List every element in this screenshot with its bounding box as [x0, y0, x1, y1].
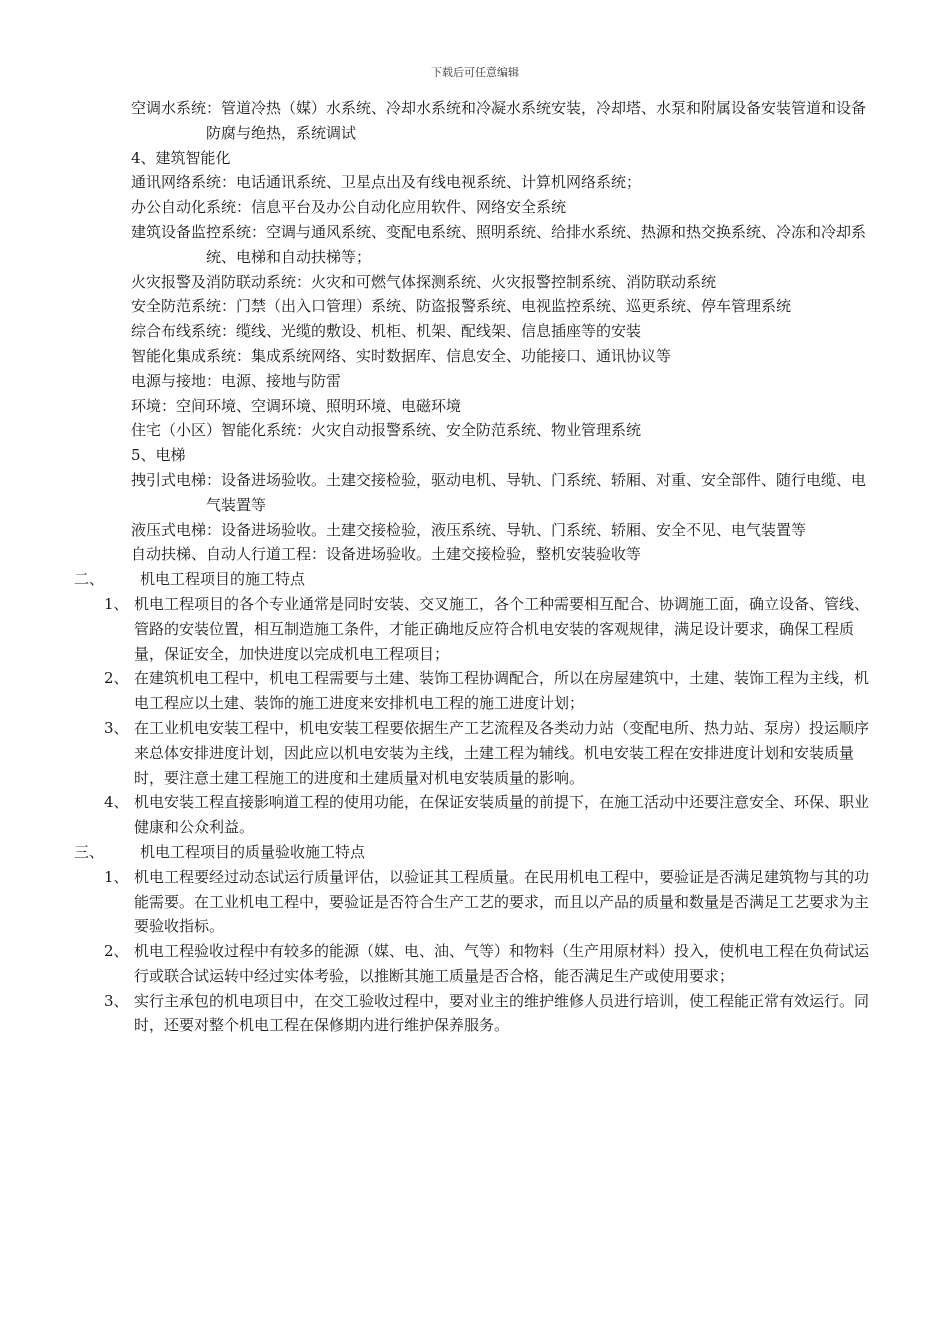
item-text: 机电工程项目的各个专业通常是同时安装、交叉施工，各个工种需要相互配合、协调施工面，确立设备、管线、管路的安装位置，相互制造施工条件，才能正确地反应符合机电安装的客观规律，满足设计要求，确保工程质量，保证安全，加快进度以完成机电工程项目； [134, 594, 870, 663]
item-text: 实行主承包的机电项目中，在交工验收过程中，要对业主的维护维修人员进行培训，使工程能正常有效运行。同时，还要对整个机电工程在保修期内进行维护保养服务。 [134, 991, 870, 1035]
list-item: 通讯网络系统：电话通讯系统、卫星点出及有线电视系统、计算机网络系统； [131, 173, 642, 192]
intelligent-building-heading: 4、建筑智能化 [131, 148, 231, 167]
section-title: 机电工程项目的质量验收施工特点 [140, 842, 366, 861]
list-item: 火灾报警及消防联动系统：火灾和可燃气体探测系统、火灾报警控制系统、消防联动系统 [131, 272, 717, 291]
list-item: 拽引式电梯：设备进场验收。土建交接检验，驱动电机、导轨、门系统、轿厢、对重、安全部件、随行电缆、电气装置等 [131, 470, 867, 514]
list-item: 电源与接地：电源、接地与防雷 [131, 371, 342, 390]
item-number: 2、 [104, 669, 129, 688]
numbered-item [0, 666, 950, 716]
item-text: 机电安装工程直接影响道工程的使用功能，在保证安装质量的前提下，在施工活动中还要注意安全、环保、职业健康和公众利益。 [134, 793, 870, 837]
item-text: 在建筑机电工程中，机电工程需要与土建、装饰工程协调配合，所以在房屋建筑中，土建、装饰工程为主线，机电工程应以土建、装饰的施工进度来安排机电工程的施工进度计划； [134, 669, 870, 713]
numbered-item [0, 939, 950, 989]
elevator-heading: 5、电梯 [131, 446, 186, 465]
item-number: 3、 [104, 991, 129, 1010]
list-item: 建筑设备监控系统：空调与通风系统、变配电系统、照明系统、给排水系统、热源和热交换系统、冷冻和冷却系统、电梯和自动扶梯等； [131, 222, 867, 266]
list-item: 自动扶梯、自动人行道工程：设备进场验收。土建交接检验，整机安装验收等 [131, 545, 642, 564]
numbered-item [0, 989, 950, 1039]
section-number: 三、 [74, 842, 105, 861]
numbered-item [0, 716, 950, 790]
section-title: 机电工程项目的施工特点 [140, 570, 306, 589]
list-item: 环境：空间环境、空调环境、照明环境、电磁环境 [131, 396, 462, 415]
item-text: 机电工程验收过程中有较多的能源（媒、电、油、气等）和物料（生产用原材料）投入，使机电工程在负荷试运行或联合试运转中经过实体考验，以推断其施工质量是否合格，能否满足生产或使用要求； [134, 942, 870, 985]
numbered-item [0, 865, 950, 939]
item-number: 1、 [104, 867, 129, 886]
item-number: 2、 [104, 942, 129, 961]
item-text: 在工业机电安装工程中，机电安装工程要依据生产工艺流程及各类动力站（变配电所、热力站、泵房）投运顺序来总体安排进度计划，因此应以机电安装为主线，土建工程为辅线。机电安装工程在安排进度计划和安装质量时，要注意土建工程施工的进度和土建质量对机电安装质量的影响。 [134, 718, 870, 787]
document-body [0, 96, 950, 1038]
numbered-item [0, 592, 950, 666]
item-text: 机电工程要经过动态试运行质量评估，以验证其工程质量。在民用机电工程中，要验证是否满足建筑物与其的功能需要。在工业机电工程中，要验证是否符合生产工艺的要求，而且以产品的质量和数量是否满足工艺要求为主要验收指标。 [134, 867, 870, 936]
section-number: 二、 [74, 570, 105, 589]
item-number: 4、 [104, 793, 129, 812]
hvac-water-system: 空调水系统：管道冷热（媒）水系统、冷却水系统和冷凝水系统安装，冷却塔、水泵和附属设备安装管道和设备防腐与绝热，系统调试 [131, 99, 867, 142]
section-heading-quality [0, 840, 950, 865]
section-heading-construction [0, 567, 950, 592]
list-item: 办公自动化系统：信息平台及办公自动化应用软件、网络安全系统 [131, 198, 567, 217]
list-item: 综合布线系统：缆线、光缆的敷设、机柜、机架、配线架、信息插座等的安装 [131, 322, 642, 341]
item-number: 3、 [104, 718, 129, 737]
list-item: 安全防范系统：门禁（出入口管理）系统、防盗报警系统、电视监控系统、巡更系统、停车管理系统 [131, 297, 792, 316]
list-item: 液压式电梯：设备进场验收。土建交接检验，液压系统、导轨、门系统、轿厢、安全不见、电气装置等 [131, 520, 807, 539]
numbered-item [0, 790, 950, 840]
item-number: 1、 [104, 594, 129, 613]
page-header: 下载后可任意编辑 [431, 66, 519, 79]
list-item: 住宅（小区）智能化系统：火灾自动报警系统、安全防范系统、物业管理系统 [131, 421, 642, 440]
list-item: 智能化集成系统：集成系统网络、实时数据库、信息安全、功能接口、通讯协议等 [131, 346, 672, 365]
